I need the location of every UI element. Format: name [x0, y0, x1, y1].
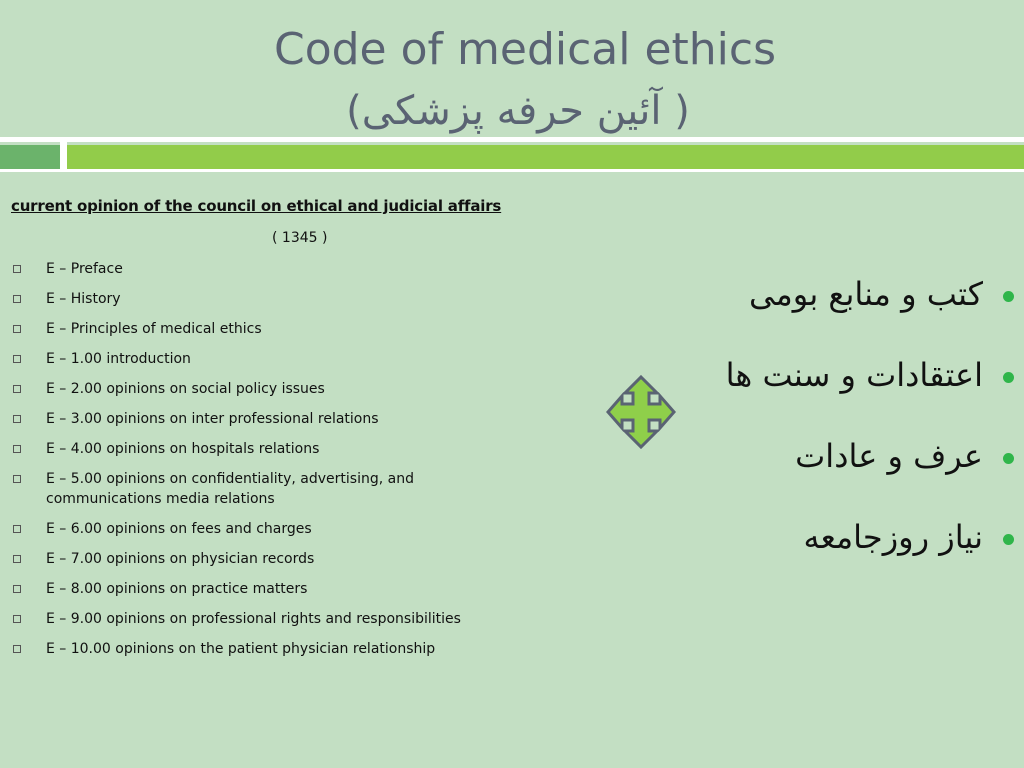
list-item — [10, 379, 570, 399]
list-item — [10, 579, 570, 599]
list-item — [10, 409, 570, 429]
list-item-label: E – 3.00 opinions on inter professional relations — [46, 411, 379, 427]
persian-list-item-label: نیاز روزجامعه — [803, 518, 983, 556]
header-rule-top — [0, 137, 1024, 142]
square-bullet-icon — [13, 475, 21, 483]
square-bullet-icon — [13, 415, 21, 423]
list-item-label: E – 2.00 opinions on social policy issues — [46, 381, 325, 397]
square-bullet-icon — [13, 355, 21, 363]
persian-list-item — [726, 517, 1014, 557]
four-way-arrow-icon — [605, 374, 677, 450]
square-bullet-icon — [13, 645, 21, 653]
square-bullet-icon — [13, 525, 21, 533]
list-item-label: E – 10.00 opinions on the patient physician relationship — [46, 641, 436, 657]
list-item-label: E – 1.00 introduction — [46, 351, 191, 367]
square-bullet-icon — [13, 555, 21, 563]
content-year: ( 1345 ) — [272, 230, 328, 246]
persian-list-item — [726, 274, 1014, 314]
green-dot-icon — [1003, 291, 1014, 302]
list-item-label: E – 5.00 opinions on confidentiality, advertising, and communications media relations — [46, 471, 414, 507]
list-item — [10, 349, 570, 369]
header-bar-separator — [60, 142, 67, 172]
list-item-label: E – Principles of medical ethics — [46, 321, 262, 337]
header-bar-left — [0, 145, 60, 169]
persian-list-item-label: عرف و عادات — [795, 437, 983, 475]
slide-title-line2: ( آئین حرفه پزشکی) — [346, 88, 690, 134]
list-item — [10, 439, 570, 459]
list-item-label: E – Preface — [46, 261, 123, 277]
list-item — [10, 469, 486, 509]
green-dot-icon — [1003, 453, 1014, 464]
list-item — [10, 639, 570, 659]
square-bullet-icon — [13, 295, 21, 303]
list-item-label: E – 9.00 opinions on professional rights and responsibilities — [46, 611, 461, 627]
square-bullet-icon — [13, 325, 21, 333]
list-item-label: E – History — [46, 291, 121, 307]
list-item-label: E – 6.00 opinions on fees and charges — [46, 521, 312, 537]
header-rule-bottom — [0, 169, 1024, 172]
persian-list-item — [726, 436, 1014, 476]
list-item-label: E – 4.00 opinions on hospitals relations — [46, 441, 320, 457]
green-dot-icon — [1003, 372, 1014, 383]
persian-list-item-label: کتب و منابع بومی — [748, 275, 983, 313]
list-item — [10, 259, 570, 279]
list-item-label: E – 8.00 opinions on practice matters — [46, 581, 308, 597]
header-bar-right — [67, 145, 1024, 169]
persian-bullet-list — [726, 274, 1014, 598]
list-item — [10, 289, 570, 309]
persian-list-item — [726, 355, 1014, 395]
square-bullet-icon — [13, 265, 21, 273]
square-bullet-icon — [13, 615, 21, 623]
list-item — [10, 319, 570, 339]
list-item — [10, 609, 570, 629]
list-item — [10, 549, 570, 569]
content-subtitle: current opinion of the council on ethical and judicial affairs — [11, 197, 502, 215]
slide-title-line1: Code of medical ethics — [273, 24, 777, 75]
list-item-label: E – 7.00 opinions on physician records — [46, 551, 315, 567]
green-dot-icon — [1003, 534, 1014, 545]
square-bullet-icon — [13, 445, 21, 453]
ethics-code-list — [10, 259, 570, 669]
persian-list-item-label: اعتقادات و سنت ها — [725, 356, 983, 394]
square-bullet-icon — [13, 585, 21, 593]
list-item — [10, 519, 570, 539]
square-bullet-icon — [13, 385, 21, 393]
